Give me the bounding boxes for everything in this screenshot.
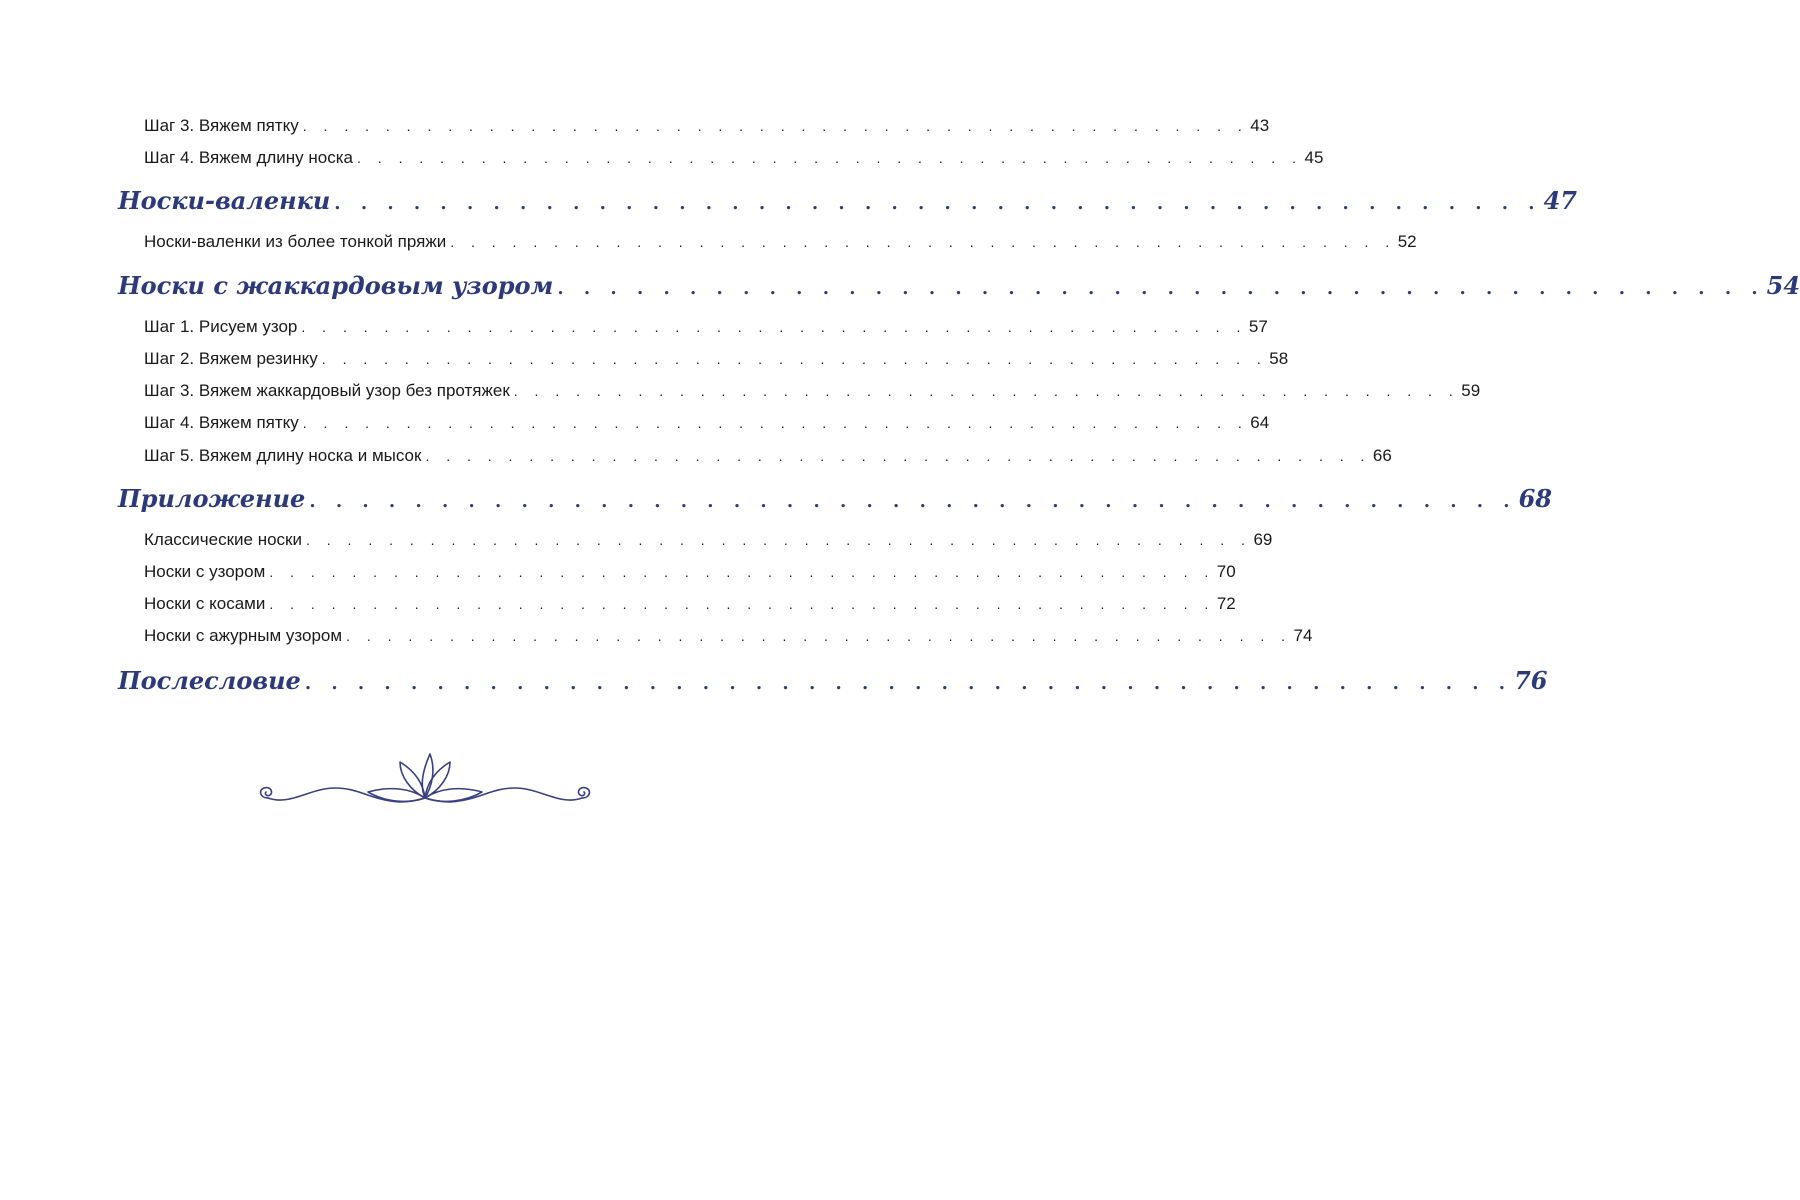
toc-entry-title: Шаг 1. Рисуем узор [144,317,298,336]
toc-entry-title: Шаг 5. Вяжем длину носка и мысок [144,446,422,465]
toc-entry[interactable] [144,413,1270,437]
toc-entry-title: Носки-валенки из более тонкой пряжи [144,232,447,251]
toc-chapter[interactable] [118,271,1800,305]
toc-chapter-page: 76 [1514,666,1548,695]
toc-entry-title: Шаг 4. Вяжем длину носка [144,148,354,167]
dot-leader: . . . . . . . . . . . . . . . . . . . . . . . . . . . . . . . . . . . . . . . . . . . . . . [302,118,1249,134]
toc-entry[interactable] [144,446,1392,470]
dot-leader: . . . . . . . . . . . . . . . . . . . . . . . . . . . . . . . . . . . . . . . . . . . . . . [269,564,1215,580]
toc-entry-page: 64 [1250,413,1270,432]
dot-leader: . . . . . . . . . . . . . . . . . . . . . . . . . . . . . . . . . . . . . . . . . . . . . . [557,278,1765,299]
dot-leader: . . . . . . . . . . . . . . . . . . . . . . . . . . . . . . . . . . . . . . . . . . . . . . [309,491,1517,512]
toc-chapter-title: Приложение [118,484,306,513]
toc-entry-title: Носки с узором [144,562,266,581]
toc-entry-page: 45 [1304,148,1324,167]
toc-entry[interactable] [144,349,1289,373]
toc-entry[interactable] [144,626,1313,650]
toc-entry-page: 58 [1269,349,1289,368]
dot-leader: . . . . . . . . . . . . . . . . . . . . . . . . . . . . . . . . . . . . . . . . . . . . . . [269,596,1215,612]
toc-entry[interactable] [144,562,1236,586]
toc-entry-title: Носки с косами [144,594,266,613]
dot-leader: . . . . . . . . . . . . . . . . . . . . . . . . . . . . . . . . . . . . . . . . . . . . . . [513,383,1460,399]
toc-entry[interactable] [144,116,1270,140]
dot-leader: . . . . . . . . . . . . . . . . . . . . . . . . . . . . . . . . . . . . . . . . . . . . . . [305,532,1252,548]
toc-chapter-page: 54 [1766,271,1800,300]
toc-entry[interactable] [144,594,1236,618]
dot-leader: . . . . . . . . . . . . . . . . . . . . . . . . . . . . . . . . . . . . . . . . . . . . . . [425,448,1371,464]
toc-entry-title: Шаг 3. Вяжем пятку [144,116,299,135]
toc-entry[interactable] [144,381,1481,405]
toc-entry[interactable] [144,148,1324,172]
toc-entry-title: Носки с ажурным узором [144,626,343,645]
toc-entry-page: 57 [1248,317,1268,336]
dot-leader: . . . . . . . . . . . . . . . . . . . . . . . . . . . . . . . . . . . . . . . . . . . . . . [301,319,1247,335]
toc-chapter-title: Носки с жаккардовым узором [118,271,554,300]
floral-divider-icon [250,748,600,818]
toc-chapter[interactable] [118,186,1577,220]
toc-chapter[interactable] [118,666,1548,700]
toc-entry-page: 43 [1250,116,1270,135]
toc-chapter-title: Носки-валенки [118,186,331,215]
toc-entry-page: 59 [1461,381,1481,400]
dot-leader: . . . . . . . . . . . . . . . . . . . . . . . . . . . . . . . . . . . . . . . . . . . . . . [450,234,1396,250]
toc-entry-title: Шаг 3. Вяжем жаккардовый узор без протяжек [144,381,510,400]
toc-entry[interactable] [144,317,1268,341]
toc-entry-page: 72 [1216,594,1236,613]
toc-entry-title: Шаг 4. Вяжем пятку [144,413,299,432]
toc-chapter-page: 68 [1518,484,1552,513]
toc-chapter[interactable] [118,484,1552,518]
dot-leader: . . . . . . . . . . . . . . . . . . . . . . . . . . . . . . . . . . . . . . . . . . . . . . [321,351,1268,367]
toc-entry-title: Шаг 2. Вяжем резинку [144,349,318,368]
dot-leader: . . . . . . . . . . . . . . . . . . . . . . . . . . . . . . . . . . . . . . . . . . . . . . [346,628,1292,644]
toc-entry[interactable] [144,530,1273,554]
dot-leader: . . . . . . . . . . . . . . . . . . . . . . . . . . . . . . . . . . . . . . . . . . . . . . [334,193,1542,214]
dot-leader: . . . . . . . . . . . . . . . . . . . . . . . . . . . . . . . . . . . . . . . . . . . . . . [302,415,1249,431]
toc-chapter-page: 47 [1543,186,1577,215]
toc-entry[interactable] [144,232,1417,256]
toc-entry-page: 52 [1397,232,1417,251]
toc-entry-title: Классические носки [144,530,302,549]
dot-leader: . . . . . . . . . . . . . . . . . . . . . . . . . . . . . . . . . . . . . . . . . . . . . . [304,673,1513,694]
toc-entry-page: 70 [1216,562,1236,581]
dot-leader: . . . . . . . . . . . . . . . . . . . . . . . . . . . . . . . . . . . . . . . . . . . . . . [357,150,1303,166]
toc-entry-page: 74 [1293,626,1313,645]
toc-entry-page: 69 [1253,530,1273,549]
toc-chapter-title: Послесловие [118,666,301,695]
toc-entry-page: 66 [1372,446,1392,465]
